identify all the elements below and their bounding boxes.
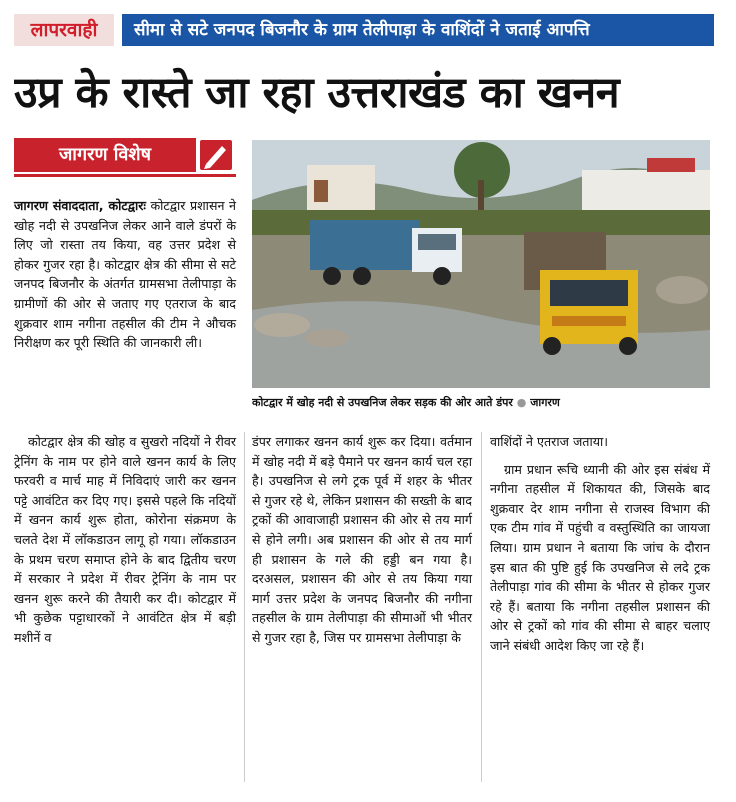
article-column-3 [490, 432, 710, 656]
column-divider [481, 432, 482, 782]
photo-credit: जागरण [530, 396, 560, 409]
section-tag: लापरवाही [14, 14, 114, 46]
caption-text: कोटद्वार में खोह नदी से उपखनिज लेकर सड़क की ओर आते डंपर [252, 396, 513, 409]
article-column-1-top [14, 196, 236, 353]
special-label-block [14, 138, 236, 178]
paragraph: डंपर लगाकर खनन कार्य शुरू कर दिया। वर्तमान में खोह नदी में बड़े पैमाने पर खनन कार्य चल रहा है। उपखनिज से लगे ट्रक पूर्व में शहर के भीतर से गुजर रहे थे, लेकिन प्रशासन की सख्ती के बाद ट्रकों की आवाजाही प्रशासन की ओर से तय मार्ग से होने लगी। अब प्रशासन की ओर से तय मार्ग ही प्रशासन के गले की हड्डी बन गया है। दरअसल, प्रशासन की ओर से तय किया गया मार्ग उत्तर प्रदेश के जनपद बिजनौर की नगीना तहसील के ग्राम तेलीपाड़ा की सीमाओं भी भीतर से गुजर रहा है, जिस पर ग्रामसभा तेलीपाड़ा के [252, 434, 472, 645]
pen-icon [200, 140, 232, 170]
column-divider [244, 432, 245, 782]
paragraph: ग्राम प्रधान रूचि ध्यानी की ओर इस संबंध में नगीना तहसील में शिकायत की, जिसके बाद शुक्रवार देर शाम नगीना से राजस्व विभाग की एक टीम गांव में पहुंची व वस्तुस्थिति का जायजा लिया। ग्राम प्रधान ने बताया कि जांच के दौरान इस बात की पुष्टि हुई कि उपखनिज से लदे ट्रक तेलीपाड़ा गांव की सीमा के भीतर से होकर गुजर रहे हैं। बताया कि नगीना तहसील प्रशासन की ओर से ट्रकों को गांव की सीमा से बाहर चलाए जाने संबंधी आदेश किए जा रहे हैं। [490, 461, 710, 653]
news-photo [252, 140, 710, 388]
special-label: जागरण विशेष [14, 138, 196, 172]
lead-paragraph: कोटद्वार प्रशासन ने खोह नदी से उपखनिज लेकर आने वाले डंपरों के लिए जो रास्ता तय किया, वह उत्तर प्रदेश से होकर गुजर रहा है। कोटद्वार क्षेत्र की सीमा से सटे जनपद बिजनौर के अंतर्गत ग्रामसभा तेलीपाड़ा के ग्रामीणों की ओर से जताए गए एतराज के बाद शुक्रवार शाम नगीना तहसील की टीम ने औचक निरीक्षण कर पूरी स्थिति की जानकारी ली। [14, 198, 236, 351]
photo-caption [252, 392, 710, 414]
dateline: जागरण संवाददाता, कोटद्वारः [14, 198, 146, 213]
headline: उप्र के रास्ते जा रहा उत्तराखंड का खनन [14, 68, 620, 118]
bullet-icon: ● [516, 396, 531, 409]
kicker-strap: सीमा से सटे जनपद बिजनौर के ग्राम तेलीपाड़ा के वाशिंदों ने जताई आपत्ति [122, 14, 714, 46]
header-bar [14, 10, 714, 50]
paragraph: वाशिंदों ने एतराज जताया। [490, 434, 609, 449]
paragraph: कोटद्वार क्षेत्र की खोह व सुखरो नदियों ने रीवर ट्रेनिंग के नाम पर होने वाले खनन कार्य के लिए फरवरी व मार्च माह में निविदाएं जारी कर खनन पट्टे आवंटित कर दिए गए। इससे पहले कि नदियों में खनन कार्य शुरू होता, कोरोना संक्रमण के चलते देश में लॉकडाउन लागू हो गया। लॉकडाउन के प्रथम चरण समाप्त होने के बाद द्वितीय चरण में सरकार ने प्रदेश में रीवर ट्रेनिंग के नाम पर खनन शुरू करने की तैयारी कर दी। कोटद्वार में भी कुछेक पट्टाधारकों ने आवंटित क्षेत्र में बड़ी मशीनें व [14, 434, 236, 645]
article-column-1-bottom [14, 432, 236, 648]
article-column-2 [252, 432, 472, 648]
special-rule [14, 174, 236, 177]
